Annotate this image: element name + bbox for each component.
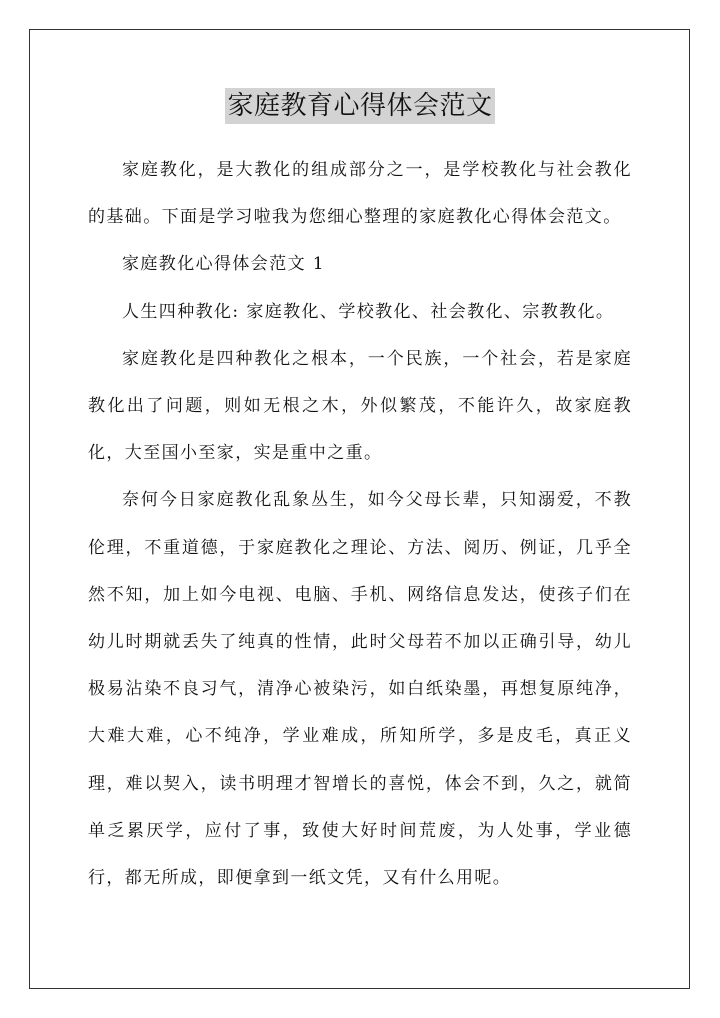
body-paragraph: 家庭教化是四种教化之根本，一个民族，一个社会，若是家庭教化出了问题，则如无根之木，外似繁茂，不能许久，故家庭教化，大至国小至家，实是重中之重。: [88, 348, 632, 464]
document-title: 家庭教育心得体会范文: [225, 88, 494, 124]
body-paragraph: 奈何今日家庭教化乱象丛生，如今父母长辈，只知溺爱，不教伦理，不重道德，于家庭教化之理论、方法、阅历、例证，几乎全然不知，加上如今电视、电脑、手机、网络信息发达，使孩子们在幼儿时期就丢失了纯真的性情，此时父母若不加以正确引导，幼儿极易沾染不良习气，清净心被染污，如白纸染墨，再想复原纯净，大难大难，心不纯净，学业难成，所知所学，多是皮毛，真正义理，难以契入，读书明理才智增长的喜悦，体会不到，久之，就简单乏累厌学，应付了事，致使大好时间荒废，为人处事，学业德行，都无所成，即便拿到一纸文凭，又有什么用呢。: [88, 490, 632, 889]
body-paragraph: 人生四种教化: 家庭教化、学校教化、社会教化、宗教教化。: [122, 301, 615, 322]
intro-paragraph: 家庭教化，是大教化的组成部分之一，是学校教化与社会教化的基础。下面是学习啦我为您细心整理的家庭教化心得体会范文。: [88, 160, 632, 228]
document-body: [88, 147, 632, 902]
section-heading: 家庭教化心得体会范文 1: [122, 254, 326, 275]
title-container: [0, 88, 720, 124]
